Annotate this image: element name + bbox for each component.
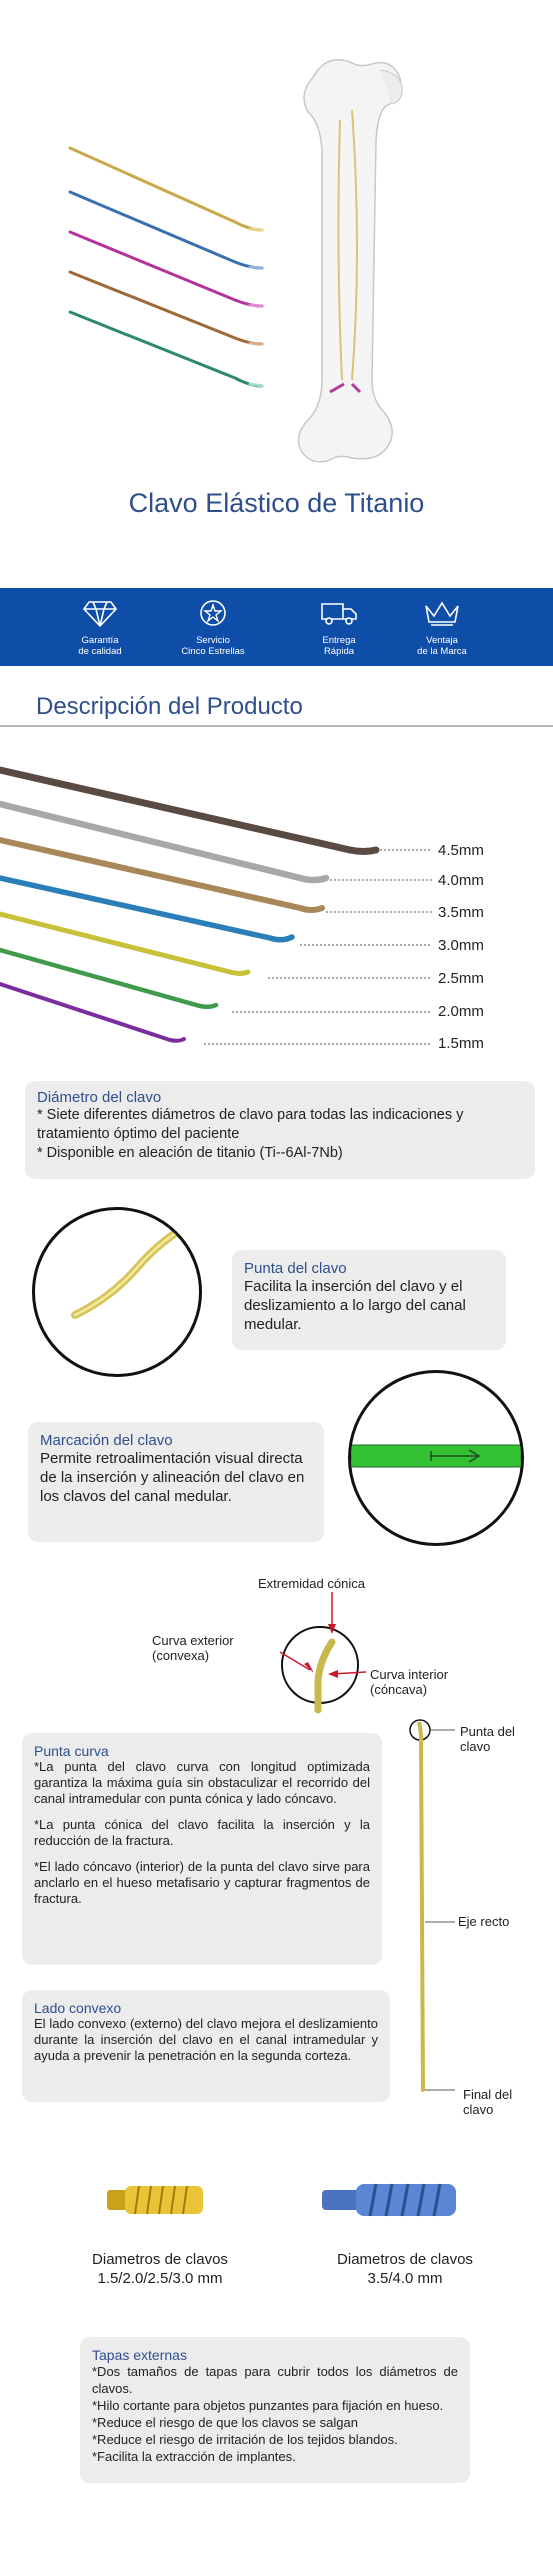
diameter-card <box>25 1081 535 1179</box>
feature-delivery <box>284 588 394 666</box>
label-outer-curve: Curva exterior (convexa) <box>152 1633 234 1663</box>
card-text: Facilita la inserción del clavo y el deslizamiento a lo largo del canal medular. <box>244 1278 466 1333</box>
tip-closeup-circle <box>32 1207 202 1377</box>
size-label: 4.5mm <box>438 842 484 859</box>
card-title: Marcación del clavo <box>40 1432 173 1449</box>
card-text: *La punta del clavo curva con longitud optimizada garantiza la máxima guía sin obstaculizar el recorrido del canal intramedular con punta cónica y lado cóncavo. <box>34 1759 370 1806</box>
size-label: 3.0mm <box>438 937 484 954</box>
nail-tip-image <box>35 1210 199 1374</box>
product-title: Clavo Elástico de Titanio <box>128 488 425 518</box>
feature-label: Ventaja de la Marca <box>417 635 467 657</box>
card-title: Tapas externas <box>92 2347 187 2363</box>
truck-icon <box>319 598 359 628</box>
section-title: Descripción del Producto <box>36 693 303 720</box>
card-text: *El lado cóncavo (interior) de la punta del clavo sirve para anclarlo en el hueso metafisario y capturar fragmentos de fractura. <box>34 1859 370 1906</box>
card-text: *La punta cónica del clavo facilita la inserción y la reducción de la fractura. <box>34 1817 370 1848</box>
caption-small-caps: Diametros de clavos 1.5/2.0/2.5/3.0 mm <box>92 2251 228 2287</box>
nail-marking-image <box>351 1373 521 1543</box>
label-inner-curve: Curva interior (cóncava) <box>370 1667 449 1697</box>
feature-label: Servicio Cinco Estrellas <box>181 635 245 657</box>
crown-icon <box>422 598 462 628</box>
caps-card <box>80 2337 470 2483</box>
card-title: Punta del clavo <box>244 1260 347 1277</box>
label-nail-tip: Punta del clavo <box>460 1724 515 1754</box>
gold-end-cap-image <box>105 2180 205 2220</box>
label-straight-shaft: Eje recto <box>458 1914 510 1929</box>
card-text: * Siete diferentes diámetros de clavo para todas las indicaciones y tratamiento óptimo del paciente <box>37 1107 464 1142</box>
divider <box>0 725 553 727</box>
diamond-icon <box>83 598 117 628</box>
marking-card <box>28 1422 324 1542</box>
feature-brand <box>387 588 497 666</box>
convex-card <box>22 1990 390 2102</box>
card-title: Diámetro del clavo <box>37 1089 162 1106</box>
card-title: Punta curva <box>34 1743 109 1759</box>
blue-end-cap-image <box>320 2180 460 2220</box>
card-title: Lado convexo <box>34 2000 122 2016</box>
tip-card <box>232 1250 506 1350</box>
size-label: 2.0mm <box>438 1003 484 1020</box>
size-label: 2.5mm <box>438 970 484 987</box>
size-label: 3.5mm <box>438 904 484 921</box>
marking-closeup-circle <box>348 1370 524 1546</box>
feature-quality <box>45 588 155 666</box>
size-label: 1.5mm <box>438 1035 484 1052</box>
card-text: Permite retroalimentación visual directa de la inserción y alineación del clavo en los clavos del canal medular. <box>40 1450 305 1505</box>
size-label: 4.0mm <box>438 872 484 889</box>
label-conical-tip: Extremidad cónica <box>258 1576 365 1591</box>
feature-service <box>158 588 268 666</box>
tip-anatomy-diagram <box>270 1590 380 1720</box>
card-text: * Disponible en aleación de titanio (Ti--6Al-7Nb) <box>37 1145 343 1161</box>
feature-label: Entrega Rápida <box>322 635 356 657</box>
label-nail-end: Final del clavo <box>463 2087 513 2117</box>
card-text: El lado convexo (externo) del clavo mejora el deslizamiento durante la inserción del clavo en el canal intramedular y ayuda a prevenir la penetración en la segunda corteza. <box>34 2016 378 2063</box>
features-banner <box>0 588 553 666</box>
feature-label: Garantía de calidad <box>78 635 122 657</box>
card-text: *Dos tamaños de tapas para cubrir todos los diámetros de clavos. *Hilo cortante para objetos punzantes para fijación en hueso. *Reduce el riesgo de que los clavos se salgan *Reduce el riesgo de irritación de los tejidos blandos. *Facilita la extracción de implantes. <box>92 2364 458 2464</box>
curved-tip-card <box>22 1733 382 1965</box>
hero-image <box>0 0 553 560</box>
caption-large-caps: Diametros de clavos 3.5/4.0 mm <box>337 2251 473 2287</box>
star-wreath-icon <box>196 598 230 628</box>
